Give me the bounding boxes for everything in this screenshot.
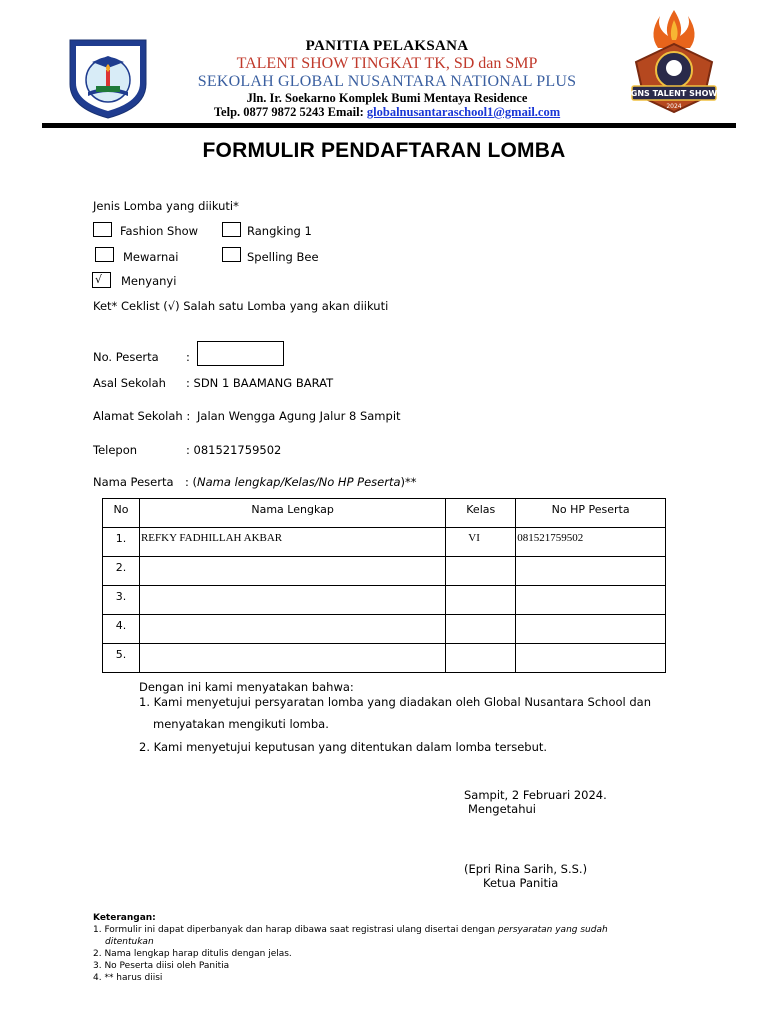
svg-text:GNS TALENT SHOW: GNS TALENT SHOW — [630, 89, 718, 98]
cell-kelas[interactable] — [446, 557, 516, 586]
statement-item-2: 2. Kami menyetujui keputusan yang ditentukan dalam lomba tersebut. — [139, 740, 548, 754]
svg-text:2024: 2024 — [666, 103, 682, 110]
col-no: No — [103, 499, 140, 528]
ket-note: Ket* Ceklist (√) Salah satu Lomba yang akan diikuti — [93, 299, 389, 313]
no-peserta-field[interactable] — [197, 341, 284, 366]
cell-no: 5. — [103, 644, 140, 673]
cell-no: 2. — [103, 557, 140, 586]
statement-item-1-cont: menyatakan mengikuti lomba. — [153, 717, 329, 731]
letterhead-committee: PANITIA PELAKSANA — [305, 38, 469, 54]
cell-no-hp[interactable] — [516, 586, 666, 615]
email-link[interactable]: globalnusantaraschool1@gmail.com — [366, 105, 561, 119]
cell-no-hp[interactable] — [516, 615, 666, 644]
cell-nama[interactable]: REFKY FADHILLAH AKBAR — [139, 528, 445, 557]
cell-nama[interactable] — [139, 644, 445, 673]
cell-no-hp[interactable]: 081521759502 — [516, 528, 666, 557]
note-1-italic-cont: ditentukan — [105, 937, 154, 947]
table-row — [103, 528, 666, 557]
telepon-value: : 081521759502 — [186, 443, 282, 457]
cell-kelas[interactable] — [446, 586, 516, 615]
checkbox-fashion-show[interactable] — [93, 222, 112, 237]
table-row — [103, 586, 666, 615]
telepon-label: Telepon — [93, 443, 138, 457]
cell-no: 4. — [103, 615, 140, 644]
col-no-hp: No HP Peserta — [516, 499, 666, 528]
statement-item-1: 1. Kami menyetujui persyaratan lomba yang diadakan oleh Global Nusantara School dan — [139, 695, 652, 709]
table-row — [103, 615, 666, 644]
contact-phone: Telp. 0877 9872 5243 Email: — [213, 105, 367, 119]
signature-role: Ketua Panitia — [483, 876, 559, 890]
checkbox-top-edge — [93, 222, 112, 223]
alamat-sekolah-value: Jalan Wengga Agung Jalur 8 Sampit — [197, 409, 401, 423]
participant-table — [102, 498, 666, 673]
option-menyanyi: Menyanyi — [121, 274, 177, 288]
cell-no-hp[interactable] — [516, 644, 666, 673]
no-peserta-label: No. Peserta — [93, 350, 159, 364]
instruction-prefix: : ( — [185, 475, 198, 489]
cell-no-hp[interactable] — [516, 557, 666, 586]
note-1-italic: persyaratan yang sudah — [497, 925, 608, 935]
table-row — [103, 557, 666, 586]
form-title: FORMULIR PENDAFTARAN LOMBA — [202, 139, 566, 162]
cell-no: 3. — [103, 586, 140, 615]
checkbox-spelling-bee[interactable] — [222, 247, 241, 262]
letterhead-school: SEKOLAH GLOBAL NUSANTARA NATIONAL PLUS — [197, 73, 577, 90]
checkbox-menyanyi[interactable] — [92, 272, 111, 288]
signature-mengetahui: Mengetahui — [468, 802, 536, 816]
signature-place-date: Sampit, 2 Februari 2024. — [464, 788, 607, 802]
cell-nama[interactable] — [139, 557, 445, 586]
note-1 — [93, 925, 608, 935]
cell-no: 1. — [103, 528, 140, 557]
option-spelling-bee: Spelling Bee — [247, 250, 319, 264]
letterhead-event: TALENT SHOW TINGKAT TK, SD dan SMP — [236, 55, 538, 72]
table-row — [103, 644, 666, 673]
cell-kelas[interactable] — [446, 615, 516, 644]
col-kelas: Kelas — [446, 499, 516, 528]
instruction-italic: Nama lengkap/Kelas/No HP Peserta — [197, 475, 401, 489]
signature-name: (Epri Rina Sarih, S.S.) — [464, 862, 588, 876]
note-2: 2. Nama lengkap harap ditulis dengan jelas. — [93, 949, 292, 959]
asal-sekolah-value: : SDN 1 BAAMANG BARAT — [186, 376, 334, 390]
letterhead-contact — [0, 105, 768, 120]
option-mewarnai: Mewarnai — [123, 250, 179, 264]
instruction-suffix: )** — [400, 475, 417, 489]
note-4: 4. ** harus diisi — [93, 973, 163, 983]
checkbox-mark: √ — [95, 273, 103, 286]
checkbox-rangking-1[interactable] — [222, 222, 241, 237]
option-rangking-1: Rangking 1 — [247, 224, 312, 238]
cell-nama[interactable] — [139, 586, 445, 615]
letterhead-address: Jln. Ir. Soekarno Komplek Bumi Mentaya Residence — [246, 91, 528, 105]
note-1-cont — [105, 937, 154, 947]
cell-kelas[interactable] — [446, 644, 516, 673]
checkbox-mewarnai[interactable] — [95, 247, 114, 262]
notes-title: Keterangan: — [93, 913, 156, 923]
no-peserta-colon: : — [186, 350, 190, 364]
letterhead-divider — [42, 123, 736, 128]
statement-intro: Dengan ini kami menyatakan bahwa: — [139, 680, 354, 694]
alamat-sekolah-label: Alamat Sekolah : — [93, 409, 191, 423]
cell-kelas[interactable]: VI — [446, 528, 516, 557]
nama-peserta-instruction — [185, 475, 417, 489]
col-nama-lengkap: Nama Lengkap — [139, 499, 445, 528]
option-fashion-show: Fashion Show — [120, 224, 199, 238]
nama-peserta-label: Nama Peserta — [93, 475, 174, 489]
table-header-row — [103, 499, 666, 528]
note-3: 3. No Peserta diisi oleh Panitia — [93, 961, 230, 971]
cell-nama[interactable] — [139, 615, 445, 644]
note-1-text: 1. Formulir ini dapat diperbanyak dan harap dibawa saat registrasi ulang disertai dengan — [93, 925, 498, 935]
asal-sekolah-label: Asal Sekolah — [93, 376, 166, 390]
jenis-lomba-label: Jenis Lomba yang diikuti* — [93, 199, 239, 213]
